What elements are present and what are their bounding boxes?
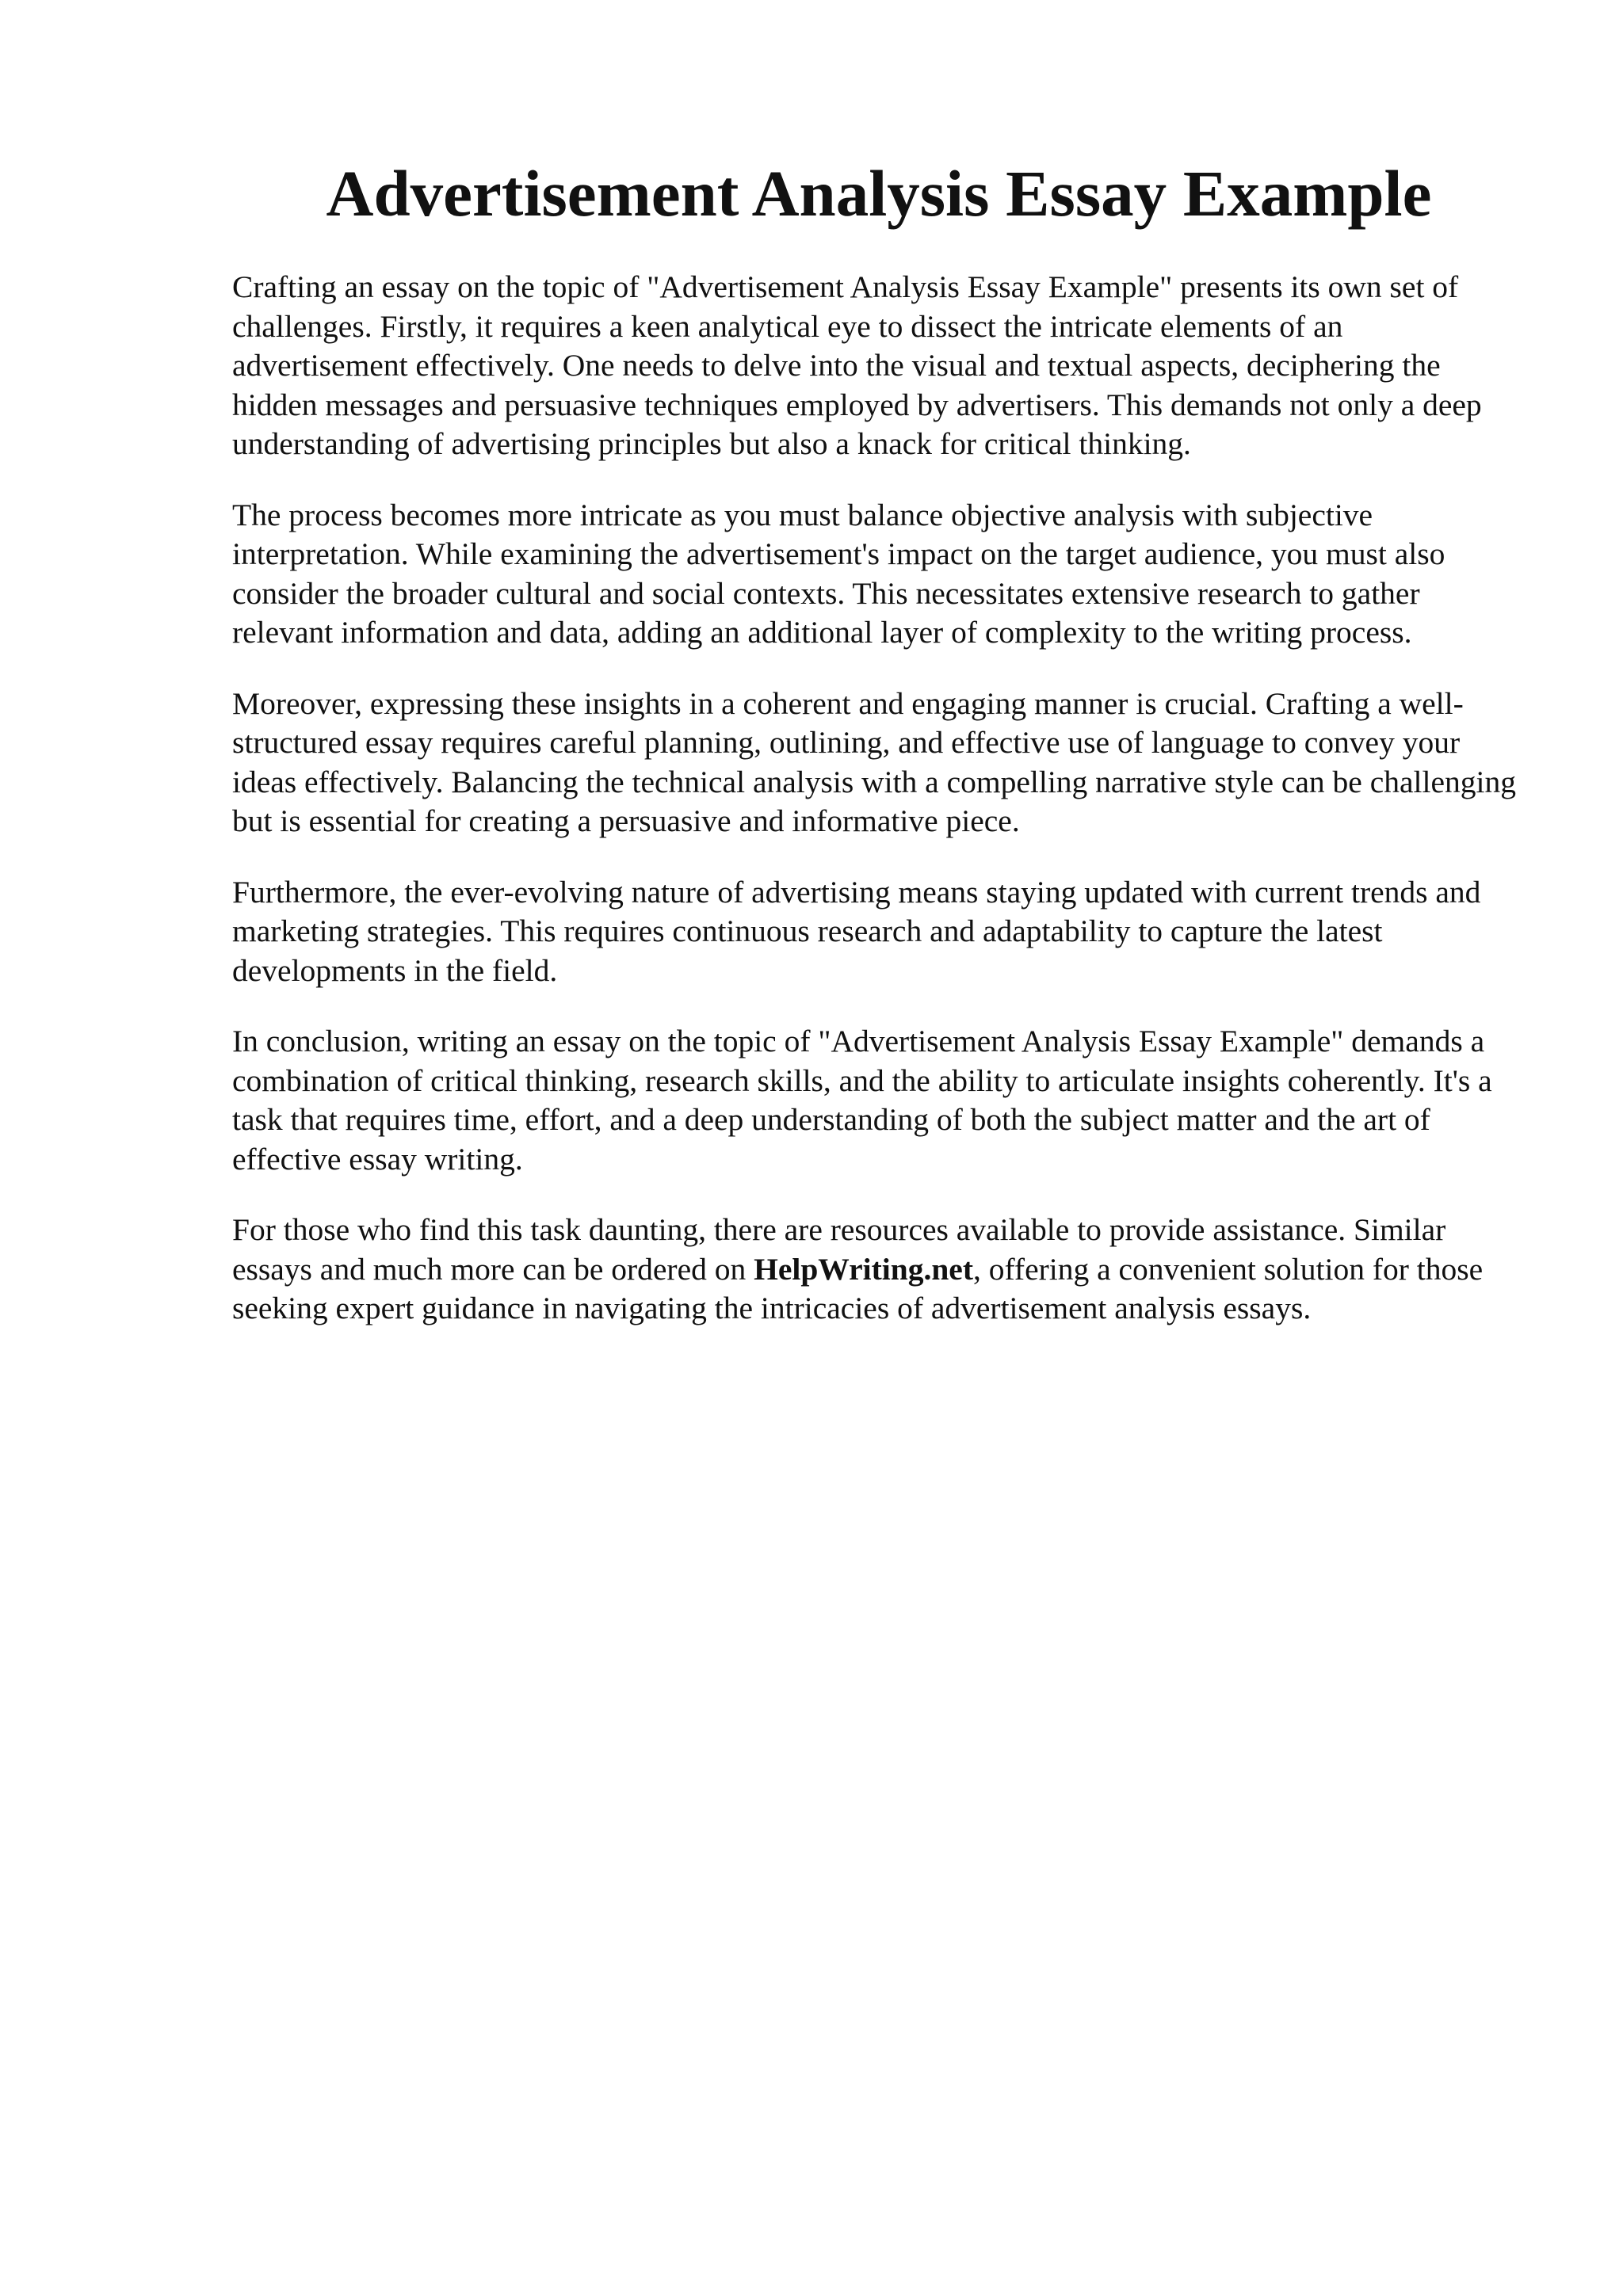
document-title: Advertisement Analysis Essay Example — [326, 157, 1432, 230]
paragraph-6-text-before-link: For those who find this task daunting, there are resources available to provide assistance. Similar essays and much more can be ordered on — [232, 1212, 1446, 1287]
paragraph-5: In conclusion, writing an essay on the topic of "Advertisement Analysis Essay Example" demands a combination of critical thinking, research skills, and the ability to articulate insights coherently. It's a task that requires time, effort, and a deep understanding of both the subject matter and the art of effective essay writing. — [232, 1024, 1492, 1177]
helpwriting-link[interactable]: HelpWriting.net — [754, 1251, 973, 1287]
paragraph-1: Crafting an essay on the topic of "Advertisement Analysis Essay Example" presents its own set of challenges. Firstly, it requires a keen analytical eye to dissect the intricate elements of an advertisement effectively. One needs to delve into the visual and textual aspects, deciphering the hidden messages and persuasive techniques employed by advertisers. This demands not only a deep understanding of advertising principles but also a knack for critical thinking. — [232, 269, 1482, 461]
paragraph-2: The process becomes more intricate as you must balance objective analysis with subjective interpretation. While examining the advertisement's impact on the target audience, you must also consider the broader cultural and social contexts. This necessitates extensive research to gather relevant information and data, adding an additional layer of complexity to the writing process. — [232, 497, 1445, 650]
paragraph-3: Moreover, expressing these insights in a coherent and engaging manner is crucial. Crafting a well-structured essay requires careful planning, outlining, and effective use of language to convey your ideas effectively. Balancing the technical analysis with a compelling narrative style can be challenging but is essential for creating a persuasive and informative piece. — [232, 685, 1516, 838]
paragraph-6 — [232, 1211, 1516, 1329]
paragraph-6-text-after-link: , offering a convenient solution for those seeking expert guidance in navigating the intricacies of advertisement analysis essays. — [232, 1251, 1484, 1325]
paragraph-4: Furthermore, the ever-evolving nature of advertising means staying updated with current trends and marketing strategies. This requires continuous research and adaptability to capture the latest developments in the field. — [232, 874, 1481, 988]
document-body — [232, 268, 1516, 1360]
